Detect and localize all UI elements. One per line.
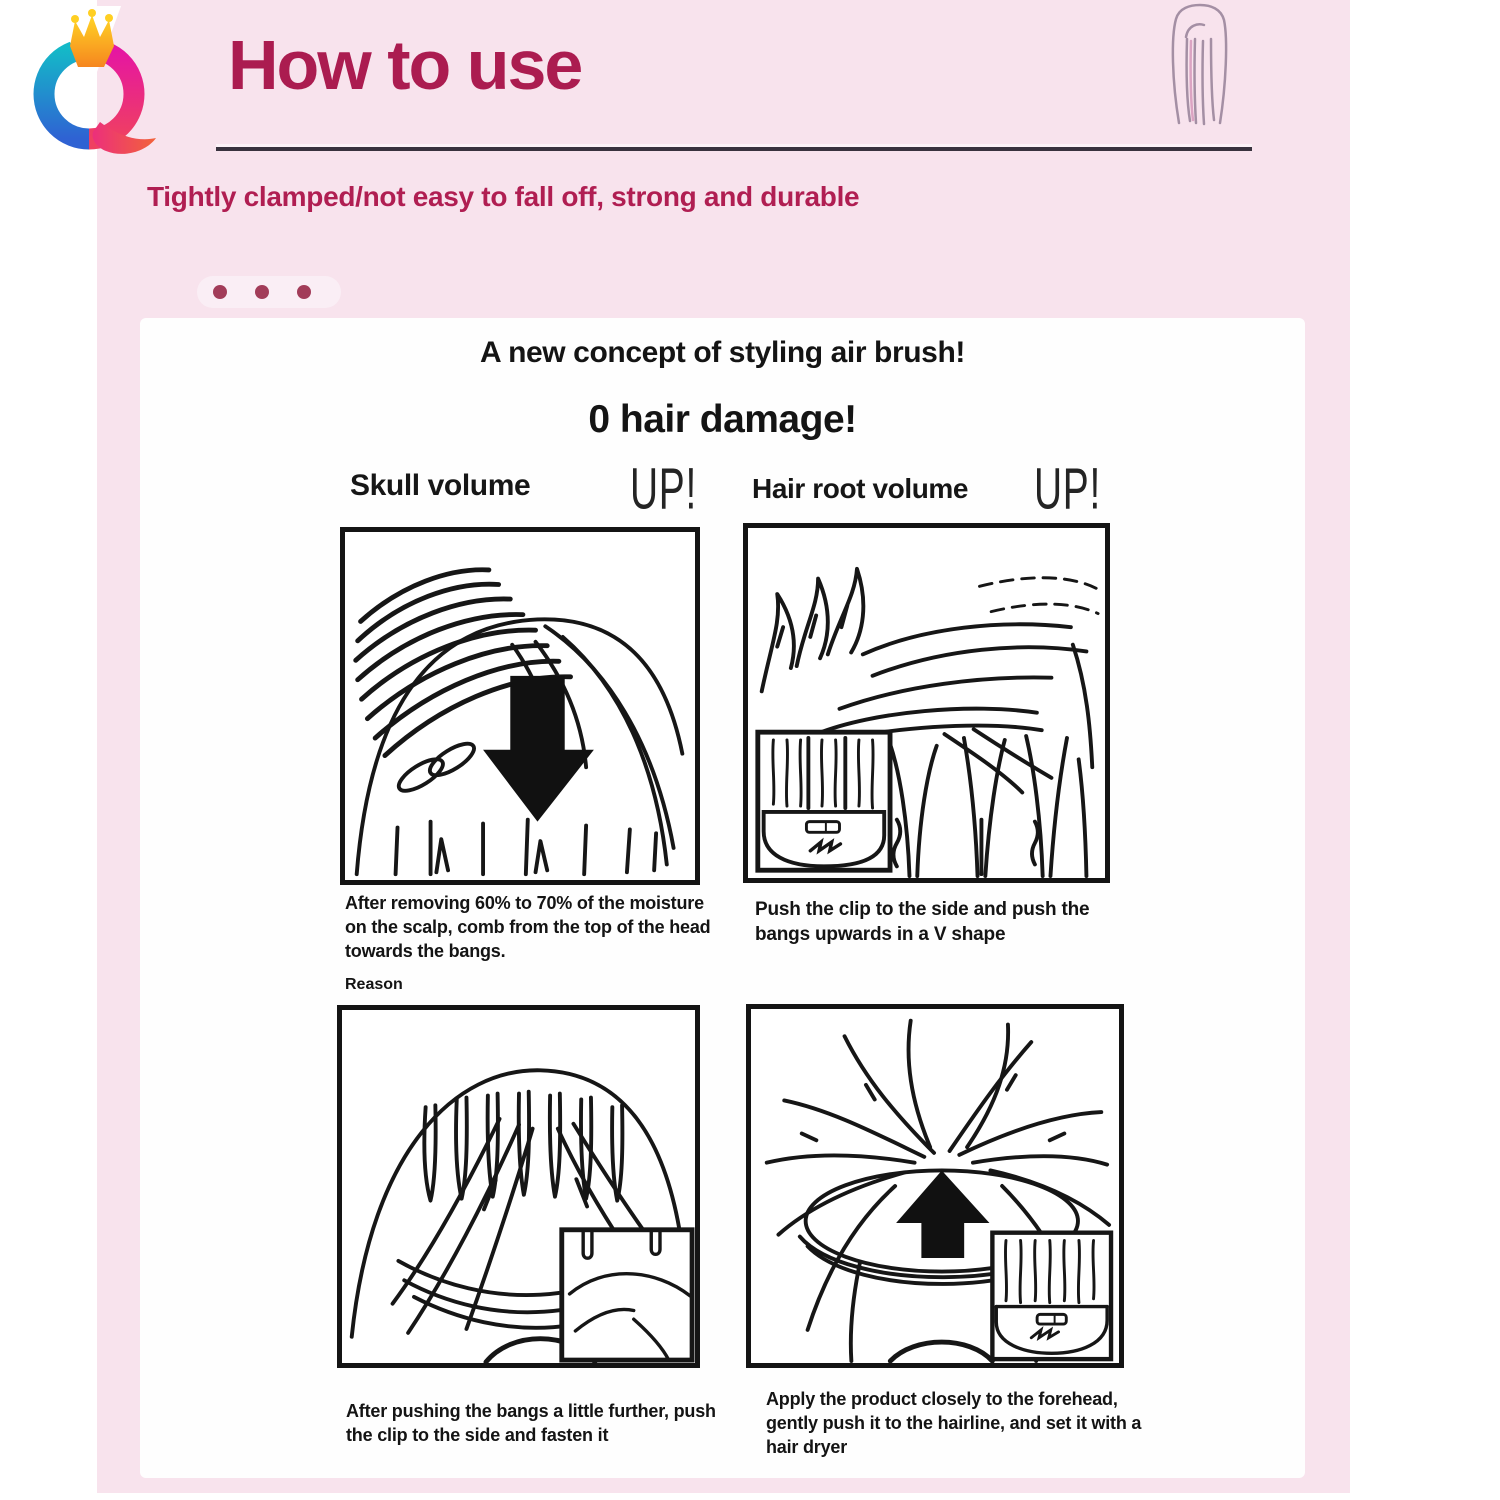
clip-product-inset [758,732,890,870]
title-divider-line [216,147,1252,151]
step-4-panel [746,1004,1124,1368]
step-1-illustration [345,532,695,880]
crown-icon [70,9,114,67]
clip-product-inset [992,1233,1111,1359]
step-2-panel [743,523,1110,883]
card-heading: A new concept of styling air brush! [480,336,965,369]
skull-volume-label: Skull volume [350,469,531,502]
close-up-inset [562,1230,692,1360]
up-text-right: UP! [1034,456,1101,522]
step-3-panel [337,1005,700,1368]
step-1-note: Reason [345,976,403,993]
step-2-caption: Push the clip to the side and push the bangs upwards in a V shape [755,899,1090,946]
decorative-dots [197,276,341,308]
up-arrow-icon [896,1170,989,1258]
dot [255,285,269,299]
step-3-illustration [342,1010,695,1363]
dot [297,285,311,299]
step-4-illustration [751,1009,1119,1363]
card-subheading: 0 hair damage! [588,398,857,441]
step-4-caption: Apply the product closely to the forehead, gently push it to the hairline, and set it with a hair dryer [766,1389,1142,1457]
up-text-left: UP! [630,456,697,522]
down-arrow-icon [483,676,594,822]
hair-root-volume-label: Hair root volume [752,473,969,504]
page-title: How to use [228,26,582,104]
step-3-caption: After pushing the bangs a little further, push the clip to the side and fasten it [346,1401,716,1445]
page-subtitle: Tightly clamped/not easy to fall off, strong and durable [147,181,860,212]
hair-clip-icon [1168,3,1232,129]
dot [213,285,227,299]
step-1-panel [340,527,700,885]
step-1-caption: After removing 60% to 70% of the moisture on the scalp, comb from the top of the head towards the bangs. [345,893,711,961]
crowned-q-logo-icon [26,6,158,162]
step-2-illustration [748,528,1105,878]
